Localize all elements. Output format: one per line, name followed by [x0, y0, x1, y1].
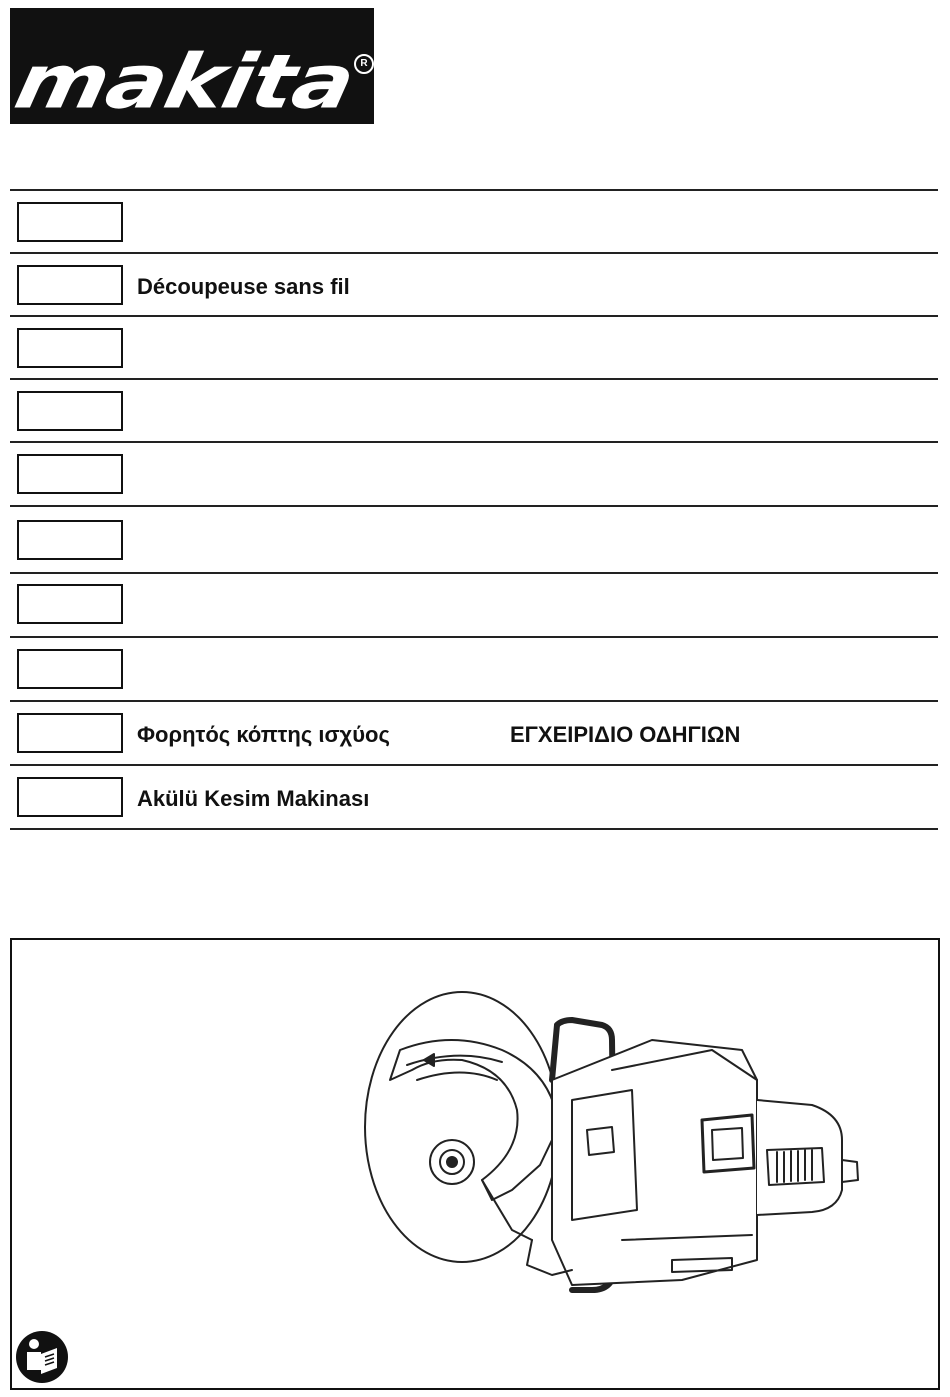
illustration-frame	[10, 938, 940, 1390]
language-code-box	[17, 265, 123, 305]
language-code-box	[17, 454, 123, 494]
language-list	[10, 189, 938, 830]
language-row	[10, 189, 938, 252]
makita-logo	[7, 8, 374, 126]
language-code-box	[17, 713, 123, 753]
product-title: Découpeuse sans fil	[137, 274, 350, 299]
power-cutter-illustration-icon	[12, 940, 938, 1388]
language-row	[10, 378, 938, 441]
brand-wordmark: makita	[7, 37, 362, 126]
language-row	[10, 700, 938, 764]
language-code-box	[17, 202, 123, 242]
language-row	[10, 505, 938, 572]
manual-label: ΕΓΧΕΙΡΙΔΙΟ ΟΔΗΓΙΩΝ	[510, 722, 741, 747]
language-row	[10, 252, 938, 315]
language-row	[10, 572, 938, 636]
language-row	[10, 315, 938, 378]
language-code-box	[17, 649, 123, 689]
language-code-box	[17, 328, 123, 368]
language-code-box	[17, 520, 123, 560]
language-code-box	[17, 391, 123, 431]
language-row	[10, 441, 938, 505]
language-row	[10, 636, 938, 700]
language-code-box	[17, 584, 123, 624]
read-manual-icon	[15, 1330, 69, 1384]
product-title: Φορητός κόπτης ισχύος	[137, 722, 390, 747]
product-title: Akülü Kesim Makinası	[137, 786, 370, 811]
registered-mark: R	[354, 54, 374, 74]
language-code-box	[17, 777, 123, 817]
language-row	[10, 764, 938, 830]
